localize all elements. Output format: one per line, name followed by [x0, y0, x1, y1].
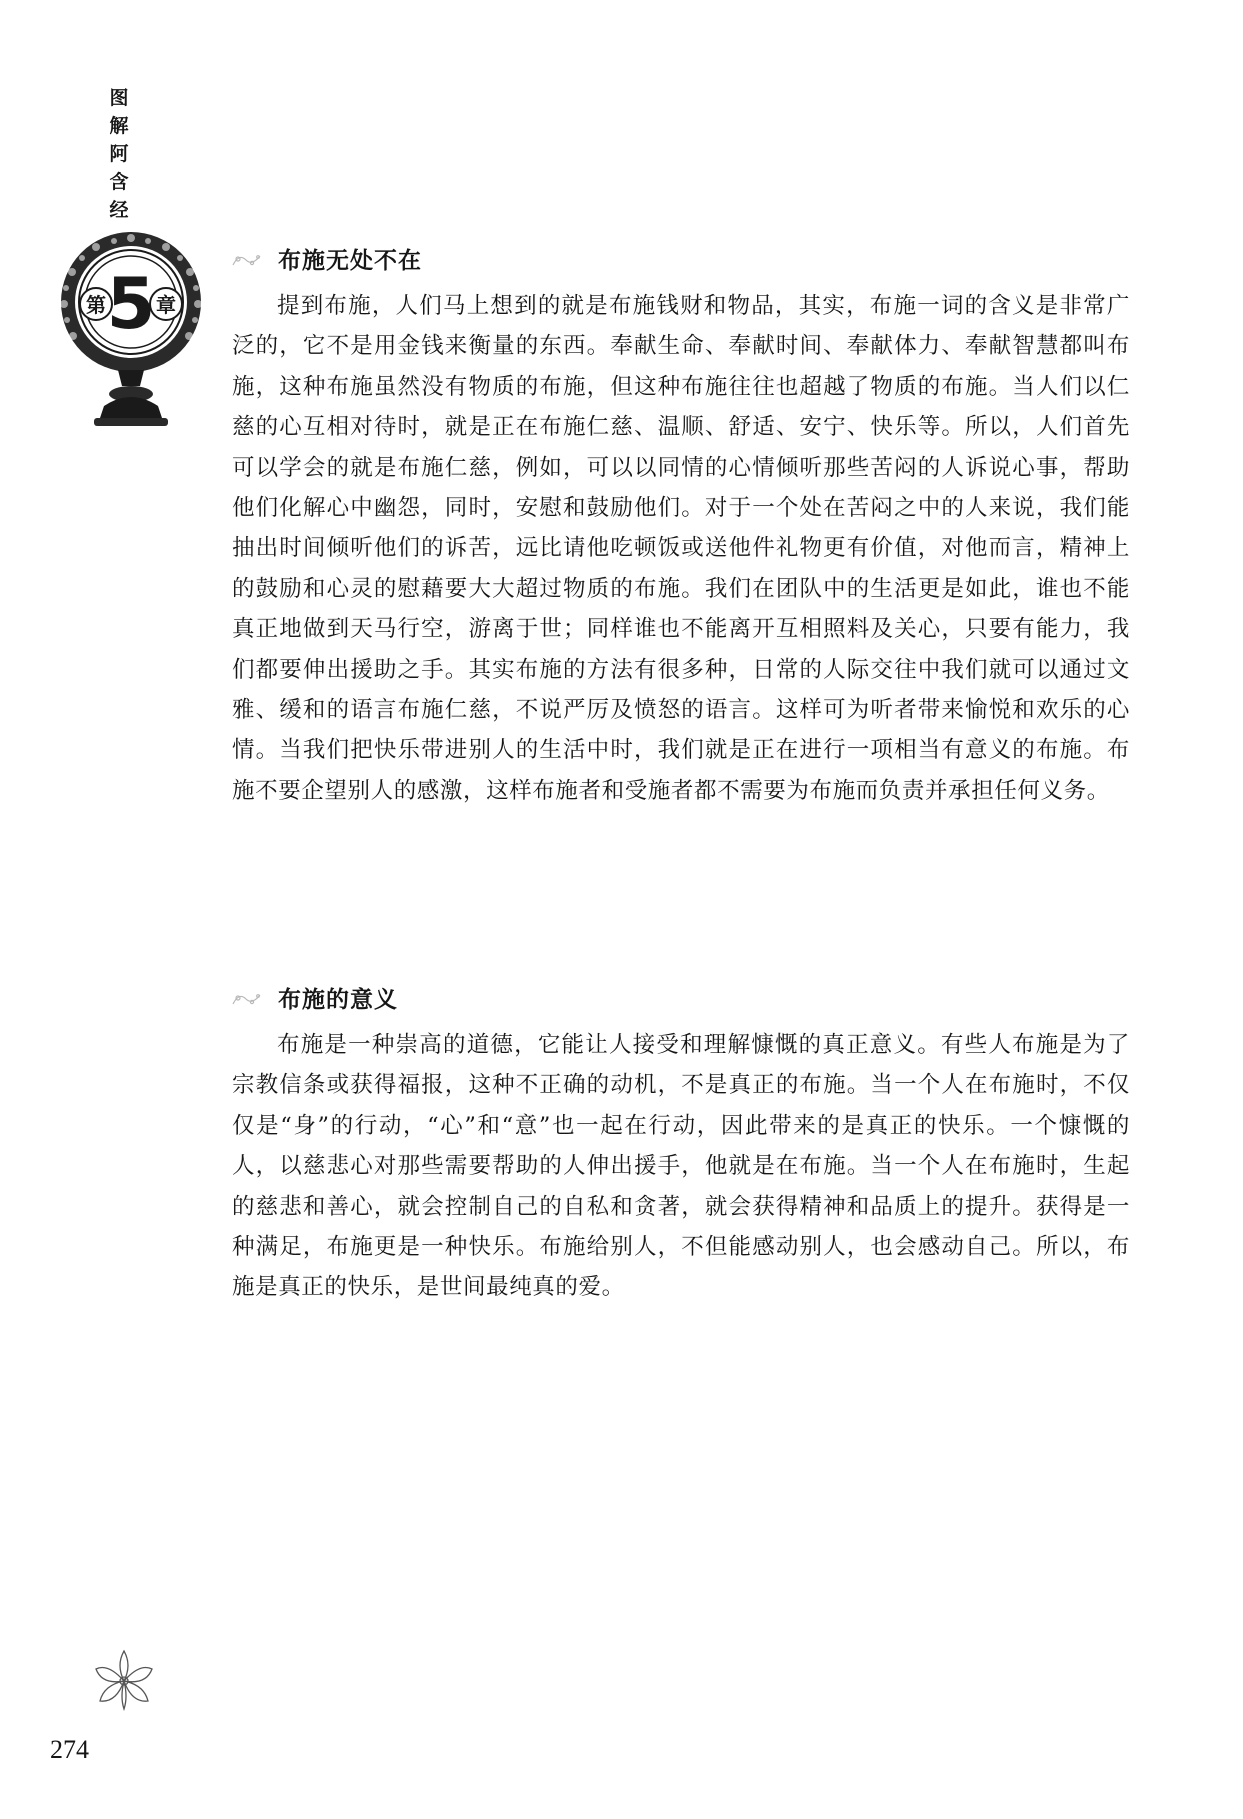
section-heading [230, 244, 1130, 278]
heading-ornament-icon [230, 250, 264, 270]
section-giving-everywhere [230, 244, 1130, 811]
running-head-char: 阿 [109, 143, 129, 165]
section-meaning-of-giving [230, 983, 1130, 1308]
chapter-suffix: 章 [156, 293, 176, 317]
section-heading-text: 布施的意义 [278, 987, 398, 1013]
section-heading-text: 布施无处不在 [278, 248, 422, 274]
section-paragraph: 布施是一种崇高的道德，它能让人接受和理解慷慨的真正意义。有些人布施是为了宗教信条或获得福报，这种不正确的动机，不是真正的布施。当一个人在布施时，不仅仅是“身”的行动，“心”和“意”也一起在行动，因此带来的是真正的快乐。一个慷慨的人，以慈悲心对那些需要帮助的人伸出援手，他就是在布施。当一个人在布施时，生起的慈悲和善心，就会控制自己的自私和贪著，就会获得精神和品质上的提升。获得是一种满足，布施更是一种快乐。布施给别人，不但能感动别人，也会感动自己。所以，布施是真正的快乐，是世间最纯真的爱。 [232, 1032, 1130, 1301]
chapter-number: 5 [106, 263, 156, 345]
chapter-prefix: 第 [86, 293, 106, 317]
page-number: 274 [50, 1735, 89, 1764]
running-head-char: 解 [109, 115, 129, 137]
running-head-char: 含 [109, 171, 129, 193]
section-paragraph: 提到布施，人们马上想到的就是布施钱财和物品，其实，布施一词的含义是非常广泛的，它不是用金钱来衡量的东西。奉献生命、奉献时间、奉献体力、奉献智慧都叫布施，这种布施虽然没有物质的布施，但这种布施往往也超越了物质的布施。当人们以仁慈的心互相对待时，就是正在布施仁慈、温顺、舒适、安宁、快乐等。所以，人们首先可以学会的就是布施仁慈，例如，可以以同情的心情倾听那些苦闷的人诉说心事，帮助他们化解心中幽怨，同时，安慰和鼓励他们。对于一个处在苦闷之中的人来说，我们能抽出时间倾听他们的诉苦，远比请他吃顿饭或送他件礼物更有价值，对他而言，精神上的鼓励和心灵的慰藉要大大超过物质的布施。我们在团队中的生活更是如此，谁也不能真正地做到天马行空，游离于世；同样谁也不能离开互相照料及关心，只要有能力，我们都要伸出援助之手。其实布施的方法有很多种，日常的人际交往中我们就可以通过文雅、缓和的语言布施仁慈，不说严厉及愤怒的语言。这样可为听者带来愉悦和欢乐的心情。当我们把快乐带进别人的生活中时，我们就是正在进行一项相当有意义的布施。布施不要企望别人的感激，这样布施者和受施者都不需要为布施而负责并承担任何义务。 [232, 293, 1130, 804]
section-heading [230, 983, 1130, 1017]
chapter-emblem-icon [48, 228, 214, 436]
running-head [106, 84, 132, 224]
lotus-ornament-icon [88, 1645, 160, 1713]
running-head-char: 图 [109, 87, 129, 109]
running-head-char: 经 [109, 199, 129, 221]
heading-ornament-icon [230, 989, 264, 1009]
